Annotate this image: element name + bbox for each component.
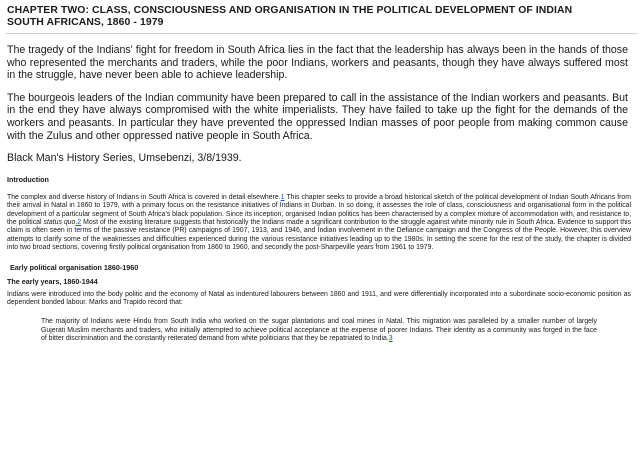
epigraph-source: Black Man's History Series, Umsebenzi, 3/8/1939.: [7, 152, 242, 165]
early-years-paragraph: Indians were introduced into the body politic and the economy of Natal as indentured labourers between 1860 and 1911, and were differentially incorporated into a subordinate socio-economic position as dependent bonded labour. Marks and Trapido record that:: [7, 290, 631, 306]
footnote-link[interactable]: 1: [280, 193, 285, 201]
introduction-text: Most of the existing literature suggests that historically the Indians made a significant contribution to the struggle against white minority rule in South Africa. Evidence to support this claim is often seen in terms of the passive resistance (PR) campaigns of 1907, 1913, and 1946, and Indian involvement in the Defiance campaign and the Congress of the People. However, this overview attempts to clarify some of the weaknesses and difficulties experienced during the various resistance initiatives leading up to the 1980s. In setting the scene for the rest of the study, the chapter is divided into two broad sections, covering firstly political organisation from 1860 to 1960, and secondly the post-Sharpeville years from 1961 to 1979.: [7, 218, 632, 252]
block-quote-text: The majority of Indians were Hindu from South India who worked on the sugar plantations and coal mines in Natal. This migration was paralleled by a smaller number of largely Gujerati Muslim merchants and traders, who initially attempted to achieve political acceptance at the expense of poorer Indians. Their identity as a community was forged in the face of bitter discrimination and the constantly reiterated demand from white politicians that they be repatriated to India.: [41, 318, 597, 343]
block-quote: [41, 318, 597, 343]
italic-phrase: status quo: [43, 218, 76, 226]
footnote-link[interactable]: .2: [75, 218, 82, 226]
section-heading-introduction: Introduction: [7, 174, 49, 184]
epigraph-paragraph: The tragedy of the Indians' fight for freedom in South Africa lies in the fact that the leadership has always been in the hands of those who represented the merchants and traders, while the poor Indians, workers and peasants, though they have always suffered most in the struggle, have never been able to achieve leadership.: [7, 44, 628, 82]
introduction-text: The complex and diverse history of Indians in South Africa is covered in detail elsewhere.: [7, 193, 281, 201]
footnote-link[interactable]: 3: [388, 335, 393, 343]
title-divider: [6, 33, 637, 34]
introduction-paragraph: [7, 194, 631, 253]
introduction-text: This chapter seeks to provide a broad historical sketch of the political development of Indian South Africans from their arrival in Natal in 1860 to 1979, with a primary focus on the resistance initiatives of Indians in Durban. In so doing, it assesses the role of class, consciousness and organisational form in the political development of a particular segment of South Africa's black population. Since its inception, organised Indian politics has been characterised by a complex mixture of accommodation with, and resistance to, the political: [7, 193, 632, 226]
chapter-title: CHAPTER TWO: CLASS, CONSCIOUSNESS AND ORGANISATION IN THE POLITICAL DEVELOPMENT OF INDIAN SOUTH AFRICANS, 1860 - 1979: [7, 5, 573, 28]
epigraph-paragraph: The bourgeois leaders of the Indian community have been prepared to call in the assistance of the Indian workers and peasants. But in the end they have always compromised with the white imperialists. They have failed to take up the fight for the demands of the workers and peasants. In particular they have prevented the oppressed Indian masses of poor people from making common cause with the Zulus and other oppressed native people in South Africa.: [7, 91, 628, 142]
section-heading-early-political-organisation: Early political organisation 1860-1960: [10, 262, 139, 272]
document-page: [0, 5, 643, 455]
subsection-heading-early-years: The early years, 1860-1944: [7, 276, 98, 286]
